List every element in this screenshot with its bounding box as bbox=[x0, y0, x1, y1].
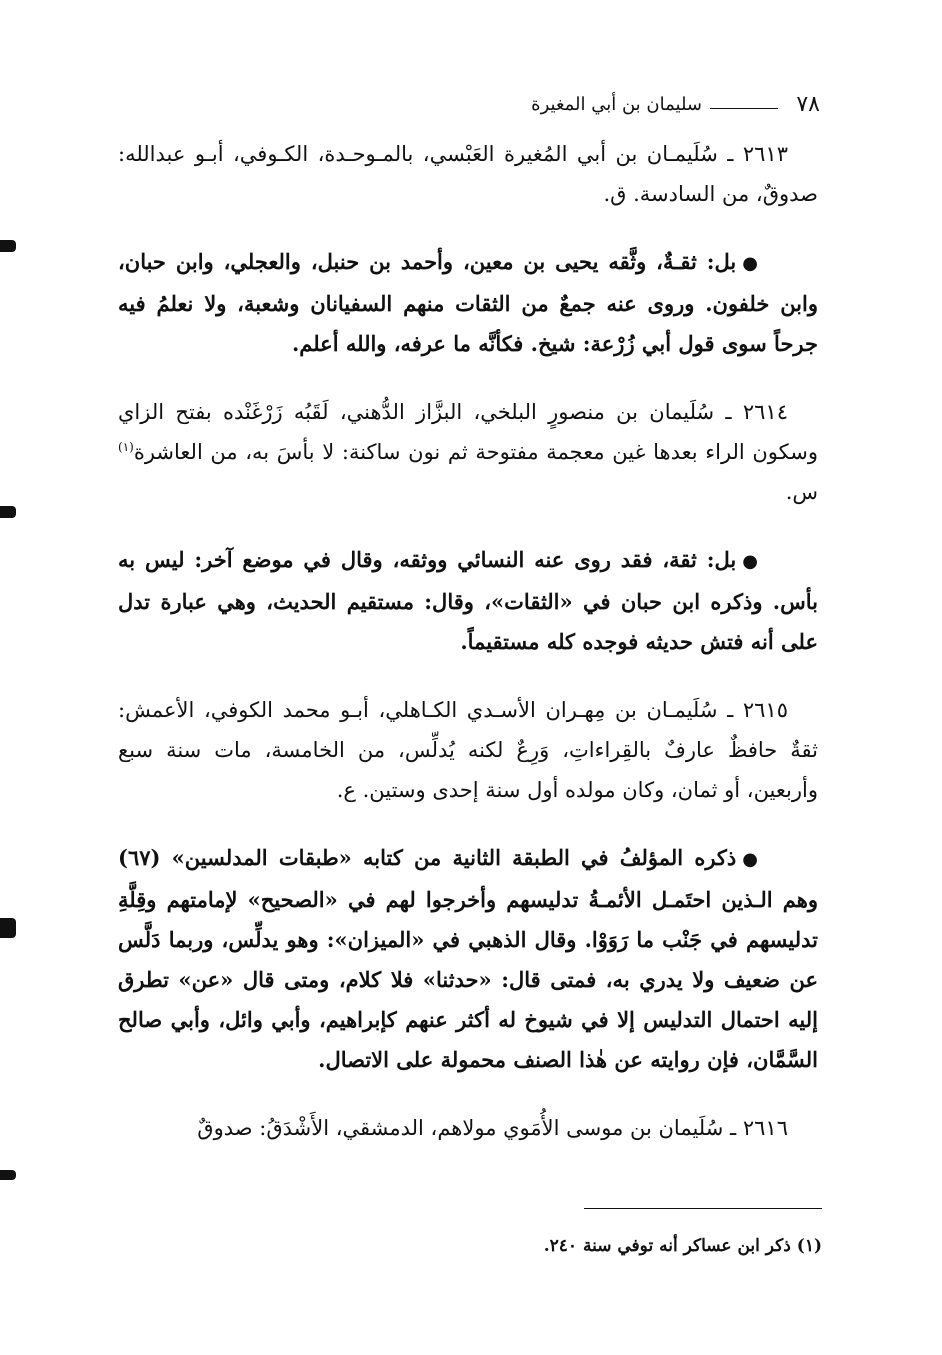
footnote-rule bbox=[584, 1208, 822, 1209]
bullet-icon: ● bbox=[742, 551, 758, 572]
comment-2614 bbox=[118, 540, 818, 662]
page-header bbox=[118, 92, 820, 122]
running-title: سليمان بن أبي المغيرة bbox=[531, 94, 702, 115]
entry-tail: س. bbox=[785, 480, 818, 504]
footnote-ref: (١) bbox=[118, 440, 134, 454]
scan-edge-mark bbox=[0, 918, 16, 938]
bullet-icon: ● bbox=[742, 253, 758, 274]
comment-text: ذكره المؤلفُ في الطبقة الثانية من كتابه «طبقات المدلسين» (٦٧) وهم الـذين احتَمـل الأئمـةُ تدليسهم وأخرجوا لهم في «الصحيح» لإمامتهم وقِلَّةِ تدليسهم في جَنْب ما رَوَوْا. وقال الذهبي في «الميزان»: وهو يدلِّس، وربما دَلَّس عن ضعيف ولا يدري به، فمتى قال: «حدثنا» فلا كلام، ومتى قال «عن» تطرق إليه احتمال التدليس إلا في شيوخ له أكثر عنهم كإبراهيم، وأبي وائل، وأبي صالح السَّمَّان، فإن روايته عن هٰذا الصنف محمولة على الاتصال. bbox=[118, 845, 818, 1072]
entry-2616: ٢٦١٦ ـ سُلَيمان بن موسى الأُمَوي مولاهم، الدمشقي، الأَشْدَقُ: صدوقٌ bbox=[197, 1116, 788, 1140]
header-rule bbox=[710, 108, 778, 109]
comment-2615 bbox=[118, 838, 818, 1080]
scan-edge-mark bbox=[0, 1170, 16, 1180]
entry-2614 bbox=[118, 392, 818, 512]
entry-2613: ٢٦١٣ ـ سُلَيمـان بن أبي المُغيرة العَبْسي، بالمـوحـدة، الكـوفي، أبـو عبدالله: صدوقٌ، من السادسة. ق. bbox=[118, 142, 818, 206]
footnote: (١) ذكر ابن عساكر أنه توفي سنة ٢٤٠. bbox=[543, 1236, 822, 1256]
scan-edge-mark bbox=[0, 506, 16, 518]
scan-edge-mark bbox=[0, 240, 16, 252]
comment-text: بل: ثقة، فقد روى عنه النسائي ووثقه، وقال في موضع آخر: ليس به بأس. وذكره ابن حبان في «الثقات»، وقال: مستقيم الحديث، وهي عبارة تدل على أنه فتش حديثه فوجده كله مستقيماً. bbox=[118, 547, 818, 654]
bullet-icon: ● bbox=[742, 849, 758, 870]
page-body bbox=[118, 134, 818, 1176]
entry-text: ٢٦١٤ ـ سُلَيمان بن منصورٍ البلخي، البزَّاز الدُّهني، لَقَبُه زَرْغَنْده بفتح الزاي وسكون الراء بعدها غين معجمة مفتوحة ثم نون ساكنة: لا بأسَ به، من العاشرة bbox=[118, 400, 818, 464]
page-number: ٧٨ bbox=[796, 92, 820, 117]
entry-2615: ٢٦١٥ ـ سُلَيمـان بن مِهـران الأسـدي الكـاهلي، أبـو محمد الكوفي، الأعمش: ثقةٌ حافظٌ عارفٌ بالقِراءاتِ، وَرِعٌ لكنه يُدلِّس، من الخامسة، مات سنة سبع وأربعين، أو ثمان، وكان مولده أول سنة إحدى وستين. ع. bbox=[118, 698, 818, 802]
comment-text: بل: ثقـةٌ، وثَّقه يحيى بن معين، وأحمد بن حنبل، والعجلي، وابن حبان، وابن خلفون. وروى عنه جمعٌ من الثقات منهم السفيانان وشعبة، ولا نعلمُ فيه جرحاً سوى قول أبي زُرْعة: شيخ. فكأنَّه ما عرفه، والله أعلم. bbox=[118, 249, 818, 356]
comment-2613 bbox=[118, 242, 818, 364]
